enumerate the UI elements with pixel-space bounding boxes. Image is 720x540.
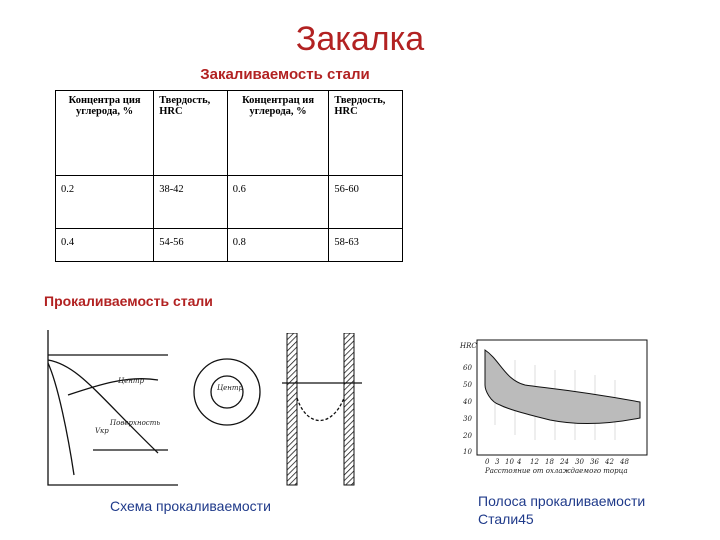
- col-header-hardness-2: Твердость, HRC: [329, 91, 403, 176]
- table-header-row: [56, 91, 403, 176]
- col-header-hardness-1: Твердость, HRC: [154, 91, 228, 176]
- hardenability-band-chart: [455, 330, 655, 475]
- col-header-carbon-1: Концентра ция углерода, %: [56, 91, 154, 176]
- x-axis-label: Расстояние от охлаждаемого торца: [485, 467, 628, 475]
- table-row: [56, 176, 403, 229]
- section-title: Прокаливаемость стали: [44, 293, 213, 309]
- table-cell: 0.6: [227, 176, 329, 229]
- x-tick: 0: [485, 458, 490, 466]
- x-tick: 24: [560, 458, 569, 466]
- x-tick: 36: [590, 458, 599, 466]
- label-center-ring: Центр: [217, 384, 243, 392]
- x-tick: 30: [575, 458, 584, 466]
- table-cell: 0.8: [227, 229, 329, 262]
- band-caption-line2: Стали45: [478, 511, 534, 527]
- col-header-carbon-2: Концентрац ия углерода, %: [227, 91, 329, 176]
- curve-center: [48, 360, 161, 453]
- table-cell: 54-56: [154, 229, 228, 262]
- cross-section-rings: [190, 355, 265, 430]
- y-axis-label: HRC: [460, 342, 477, 350]
- x-tick: 48: [620, 458, 629, 466]
- label-center: Центр: [118, 377, 144, 385]
- outer-ring: [194, 359, 260, 425]
- x-tick: 12: [530, 458, 539, 466]
- band-caption-line1: Полоса прокаливаемости: [478, 493, 646, 509]
- label-surface: Поверхность: [110, 419, 161, 427]
- hardened-layer-sketch: [282, 333, 362, 488]
- y-tick: 10: [463, 448, 472, 456]
- y-tick: 50: [463, 381, 472, 389]
- page-title: Закалка: [295, 20, 425, 58]
- right-bar: [344, 333, 354, 485]
- x-tick: 4: [517, 458, 522, 466]
- y-tick: 30: [463, 415, 472, 423]
- table-row: [56, 229, 403, 262]
- band-caption: [478, 492, 645, 528]
- x-tick: 3: [495, 458, 500, 466]
- hardness-profile: [297, 398, 344, 421]
- table-cell: 0.2: [56, 176, 154, 229]
- left-bar: [287, 333, 297, 485]
- x-tick: 10: [505, 458, 514, 466]
- inner-ring: [211, 376, 243, 408]
- y-tick: 40: [463, 398, 472, 406]
- x-tick: 18: [545, 458, 554, 466]
- y-tick: 20: [463, 432, 472, 440]
- x-tick: 42: [605, 458, 614, 466]
- hardenability-subtitle: Закаливаемость стали: [200, 66, 370, 83]
- table-cell: 58-63: [329, 229, 403, 262]
- table-cell: 38-42: [154, 176, 228, 229]
- curve-vcr: [68, 379, 158, 395]
- label-vcr: Vкр: [95, 427, 109, 435]
- table-cell: 0.4: [56, 229, 154, 262]
- cooling-curves-sketch: [38, 325, 188, 497]
- scheme-caption: Схема прокаливаемости: [110, 498, 271, 514]
- y-tick: 60: [463, 364, 472, 372]
- curve-surface: [48, 363, 74, 475]
- hardness-table: [55, 90, 403, 262]
- table-cell: 56-60: [329, 176, 403, 229]
